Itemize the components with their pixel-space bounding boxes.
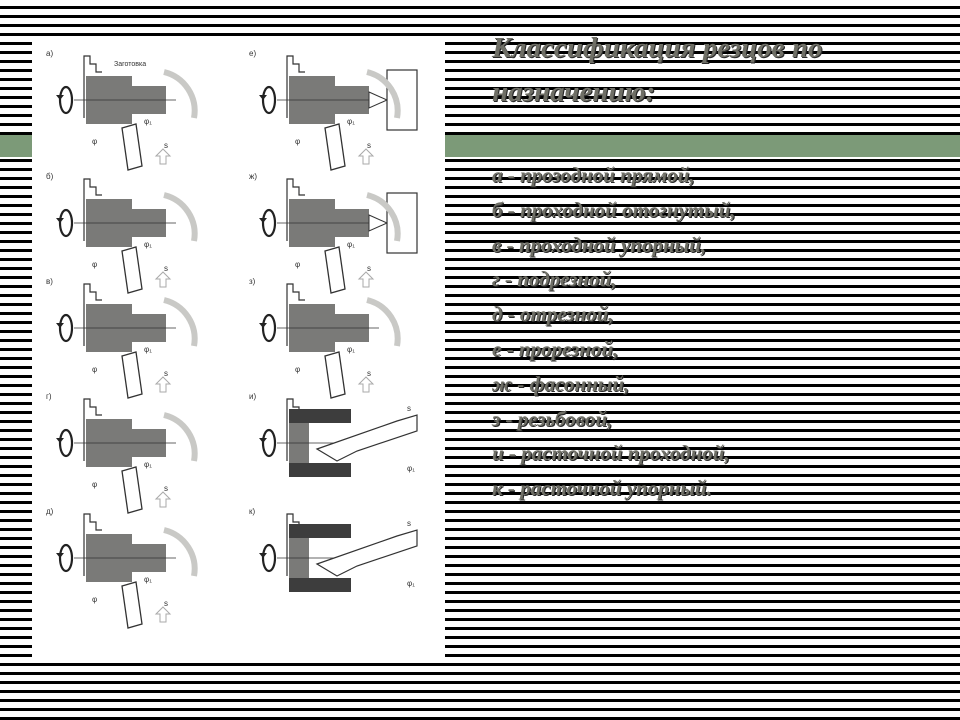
- angle-label: φ: [295, 260, 301, 269]
- list-item: и - расточной проходной,: [492, 441, 730, 466]
- rotation-arrow-icon: [60, 430, 72, 456]
- panel-label: в): [46, 277, 53, 286]
- rotation-arrow-icon: [263, 430, 275, 456]
- cutter-tool: [325, 247, 345, 293]
- list-item: а - прозодной прямой,: [492, 163, 695, 187]
- cutter-panel: [249, 277, 398, 398]
- angle-arc: [164, 530, 195, 576]
- feed-arrow-icon: [359, 149, 373, 164]
- angle-label: φ₁: [407, 579, 415, 588]
- feed-arrow-icon: [156, 377, 170, 392]
- feed-label: s: [407, 519, 411, 528]
- panel-label: д): [46, 507, 54, 516]
- rotation-arrowhead-icon: [259, 553, 267, 558]
- list-item: ж - фасонный,: [492, 371, 630, 396]
- angle-arc: [164, 300, 195, 346]
- cutter-panel: [249, 392, 417, 477]
- cutter-diagrams: [32, 36, 445, 663]
- cutter-panel: [46, 172, 195, 293]
- feed-label: s: [164, 369, 168, 378]
- panel-label: г): [46, 392, 52, 401]
- angle-label: φ₁: [144, 117, 152, 126]
- panel-label: з): [249, 277, 256, 286]
- angle-arc: [164, 415, 195, 461]
- panel-label: ж): [249, 172, 258, 181]
- cutter-tool: [325, 352, 345, 398]
- workpiece-body: [289, 463, 351, 477]
- rotation-arrowhead-icon: [56, 553, 64, 558]
- angle-label: φ: [295, 365, 301, 374]
- panel-label: к): [249, 507, 256, 516]
- angle-label: φ: [92, 595, 98, 604]
- rotation-arrowhead-icon: [259, 323, 267, 328]
- centre-point: [369, 92, 387, 108]
- list-item: к - расточной упорный.: [492, 476, 712, 501]
- cutter-tool: [122, 352, 142, 398]
- rotation-arrow-icon: [263, 87, 275, 113]
- angle-label: φ₁: [347, 345, 355, 354]
- feed-arrow-icon: [156, 149, 170, 164]
- angle-label: φ: [92, 365, 98, 374]
- cutter-panel: [46, 49, 195, 170]
- workpiece-body: [289, 524, 351, 538]
- angle-arc: [367, 300, 398, 346]
- list-item: з - резьбовой,: [492, 406, 613, 431]
- list-item: б - проходной отогнутый,: [492, 197, 736, 222]
- centre-point: [369, 215, 387, 231]
- angle-label: φ: [92, 480, 98, 489]
- feed-label: s: [164, 264, 168, 273]
- rotation-arrow-icon: [60, 210, 72, 236]
- panel-label: и): [249, 392, 257, 401]
- workpiece-body: [289, 578, 351, 592]
- feed-label: s: [367, 264, 371, 273]
- feed-arrow-icon: [156, 272, 170, 287]
- feed-label: s: [367, 369, 371, 378]
- rotation-arrow-icon: [60, 545, 72, 571]
- panel-label: а): [46, 49, 54, 58]
- accent-band-left: [0, 135, 32, 157]
- rotation-arrow-icon: [60, 315, 72, 341]
- cutter-tool: [122, 582, 142, 628]
- feed-label: s: [164, 484, 168, 493]
- rotation-arrow-icon: [263, 545, 275, 571]
- panel-label: б): [46, 172, 54, 181]
- tailstock: [387, 193, 417, 253]
- rotation-arrow-icon: [263, 210, 275, 236]
- feed-label: s: [164, 141, 168, 150]
- angle-label: φ: [295, 137, 301, 146]
- slide-title: Классификация резцов по назначению:: [492, 32, 823, 108]
- workpiece-body: [289, 409, 351, 423]
- angle-label: φ₁: [144, 240, 152, 249]
- angle-label: φ: [92, 260, 98, 269]
- cutter-panel: [46, 277, 195, 398]
- cutter-panel: [249, 172, 417, 293]
- rotation-arrowhead-icon: [259, 438, 267, 443]
- cutter-type-list: [492, 158, 736, 506]
- list-item: в - проходной упорный,: [492, 232, 706, 257]
- angle-label: φ₁: [347, 117, 355, 126]
- feed-arrow-icon: [156, 607, 170, 622]
- list-item: г - подрезной,: [492, 267, 617, 292]
- rotation-arrowhead-icon: [56, 323, 64, 328]
- feed-label: s: [407, 404, 411, 413]
- feed-label: s: [367, 141, 371, 150]
- angle-arc: [164, 195, 195, 241]
- angle-label: φ₁: [144, 575, 152, 584]
- rotation-arrowhead-icon: [56, 438, 64, 443]
- angle-label: φ₁: [144, 345, 152, 354]
- list-item: д - отрезной,: [492, 302, 614, 327]
- feed-arrow-icon: [156, 492, 170, 507]
- panel-label: е): [249, 49, 257, 58]
- text-panel: [470, 18, 940, 523]
- cutter-panel: [46, 507, 195, 628]
- rotation-arrow-icon: [60, 87, 72, 113]
- feed-arrow-icon: [359, 272, 373, 287]
- rotation-arrowhead-icon: [259, 95, 267, 100]
- feed-arrow-icon: [359, 377, 373, 392]
- cutter-panel: [249, 507, 417, 592]
- tailstock: [387, 70, 417, 130]
- angle-label: φ₁: [347, 240, 355, 249]
- rotation-arrow-icon: [263, 315, 275, 341]
- cutter-tool: [122, 467, 142, 513]
- cutter-panel: [46, 392, 195, 513]
- angle-label: φ: [92, 137, 98, 146]
- angle-arc: [164, 72, 195, 118]
- cutter-classification-figure: [32, 33, 445, 666]
- cutter-panel: [249, 49, 417, 170]
- feed-label: s: [164, 599, 168, 608]
- cutter-tool: [122, 247, 142, 293]
- angle-label: φ₁: [144, 460, 152, 469]
- cutter-tool: [325, 124, 345, 170]
- cutter-tool: [122, 124, 142, 170]
- list-item: е - прорезной,: [492, 336, 619, 361]
- workpiece-label: Заготовка: [114, 61, 147, 68]
- rotation-arrowhead-icon: [56, 218, 64, 223]
- angle-label: φ₁: [407, 464, 415, 473]
- rotation-arrowhead-icon: [56, 95, 64, 100]
- rotation-arrowhead-icon: [259, 218, 267, 223]
